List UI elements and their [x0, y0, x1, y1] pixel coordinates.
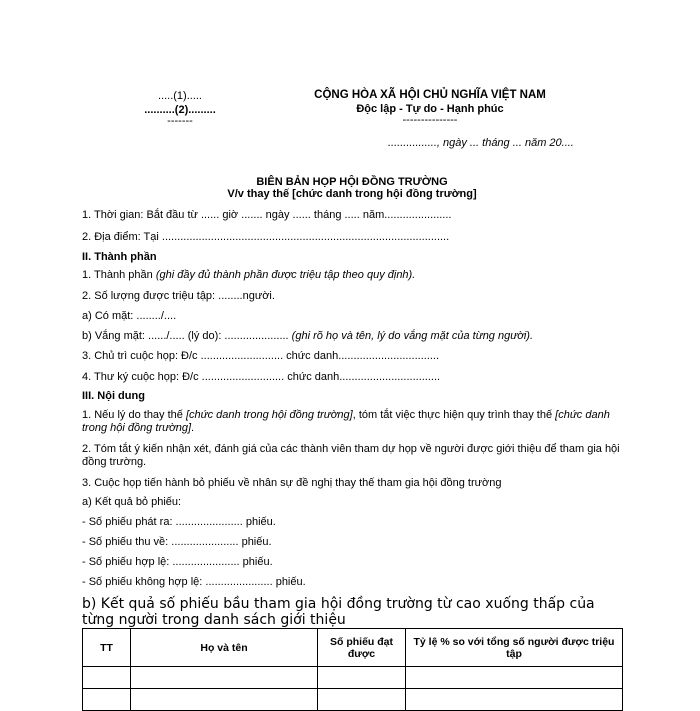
ballots-issued-line: - Số phiếu phát ra: ...................... phiếu.: [82, 516, 276, 528]
document-title: BIÊN BẢN HỌP HỘI ĐỒNG TRƯỜNG: [256, 176, 448, 188]
table-cell: [406, 667, 623, 689]
motto: Độc lập - Tự do - Hạnh phúc: [356, 103, 504, 115]
agency-line-1: .....(1).....: [157, 90, 202, 102]
vote-ranking-heading: b) Kết quả số phiếu bầu tham gia hội đồng trường từ cao xuống thấp của từng người trong danh sách giới thiệu: [82, 596, 595, 628]
secretary-line: 4. Thư ký cuộc họp: Đ/c ........................... chức danh.................................: [82, 371, 441, 383]
participants-label: 1. Thành phần: [82, 269, 156, 281]
absent-label: b) Vắng mặt: ....../..... (lý do): .....................: [82, 330, 292, 342]
col-header-name: Họ và tên: [131, 629, 318, 667]
table-row: [83, 667, 623, 689]
ballots-collected-line: - Số phiếu thu về: ...................... phiếu.: [82, 536, 272, 548]
location-line: 2. Địa điểm: Tại ..............................................................................................: [82, 231, 450, 243]
agency-rule: -------: [167, 115, 193, 127]
content-item-1-d: [chức danh trong hội đồng trường]: [82, 409, 610, 434]
date-line: ................, ngày ... tháng ... năm 20....: [388, 137, 574, 149]
content-item-1-b: [chức danh trong hội đồng trường]: [185, 409, 353, 421]
ballots-invalid-line: - Số phiếu không hợp lệ: ...................... phiếu.: [82, 576, 306, 588]
participants-note: (ghi đầy đủ thành phần được triệu tập theo quy định).: [155, 269, 416, 281]
table-cell: [83, 667, 131, 689]
vote-ranking-table: [82, 628, 623, 711]
section-participants-heading: II. Thành phần: [82, 251, 157, 263]
table-cell: [131, 667, 318, 689]
table-cell: [318, 667, 406, 689]
table-header-row: [83, 629, 623, 667]
nation-title: CỘNG HÒA XÃ HỘI CHỦ NGHĨA VIỆT NAM: [314, 89, 546, 101]
participants-line: [82, 269, 622, 282]
col-header-ratio: Tỷ lệ % so với tổng số người được triệu tập: [406, 629, 623, 667]
content-item-1-e: .: [191, 422, 195, 434]
absent-note: (ghi rõ họ và tên, lý do vắng mặt của từng người).: [291, 330, 534, 342]
summoned-count-line: 2. Số lượng được triệu tập: ........người.: [82, 290, 275, 302]
present-line: a) Có mặt: ......../....: [82, 310, 177, 322]
content-item-2: 2. Tóm tắt ý kiến nhận xét, đánh giá của các thành viên tham dự họp về người được giới thiệu để tham gia hội đồng trường.: [82, 443, 620, 468]
col-header-tt: TT: [83, 629, 131, 667]
content-item-1-c: , tóm tắt việc thực hiện quy trình thay thế: [352, 409, 556, 421]
motto-rule: ---------------: [402, 114, 458, 126]
chair-line: 3. Chủ trì cuộc họp: Đ/c ........................... chức danh.................................: [82, 350, 440, 362]
agency-line-2: ..........(2).........: [144, 104, 216, 116]
vote-result-heading: a) Kết quả bỏ phiếu:: [82, 496, 182, 508]
time-line: 1. Thời gian: Bắt đầu từ ...... giờ ....... ngày ...... tháng ..... năm......................: [82, 209, 452, 221]
content-item-1-a: 1. Nếu lý do thay thế: [82, 409, 186, 421]
absent-line: [82, 330, 622, 343]
document-subtitle: V/v thay thế [chức danh trong hội đồng trường]: [227, 188, 477, 200]
section-content-heading: III. Nội dung: [82, 390, 145, 402]
content-item-3: 3. Cuộc họp tiến hành bỏ phiếu về nhân sự đề nghị thay thế tham gia hội đồng trường: [82, 477, 502, 489]
content-item-1: [82, 409, 622, 435]
ballots-valid-line: - Số phiếu hợp lệ: ...................... phiếu.: [82, 556, 273, 568]
col-header-votes: Số phiếu đạt được: [318, 629, 406, 667]
